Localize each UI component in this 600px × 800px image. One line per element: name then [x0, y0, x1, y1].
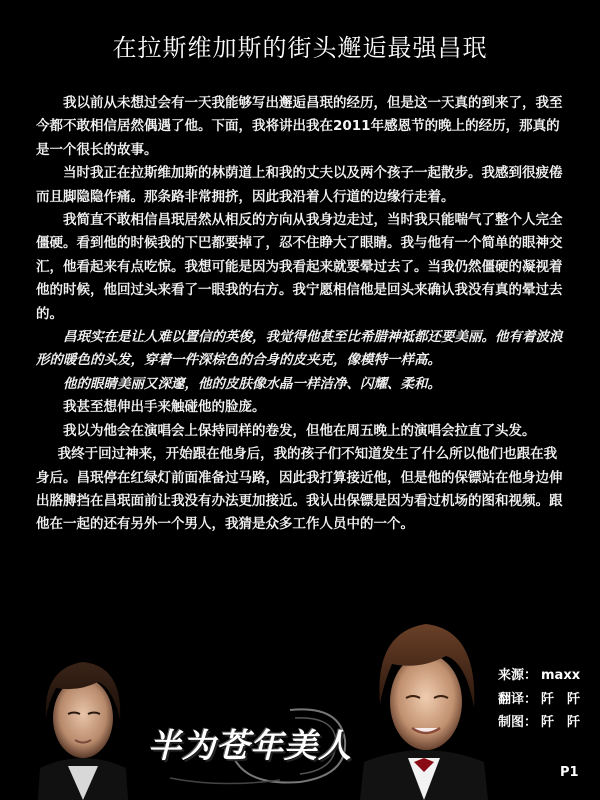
logo [140, 690, 370, 790]
paragraph-2: 当时我正在拉斯维加斯的林荫道上和我的丈夫以及两个孩子一起散步。我感到很疲倦而且脚隐隐作痛。那条路非常拥挤，因此我沿着人行道的边缘行走着。 [36, 165, 563, 205]
portrait-photo-right [356, 612, 492, 800]
portrait-photo-left [28, 648, 138, 800]
credit-translation-label: 翻译： [498, 691, 538, 707]
credit-design-label: 制图： [498, 715, 538, 730]
page-title: 在拉斯维加斯的街头邂逅最强昌珉 [112, 34, 488, 62]
paragraph-5: 他的眼睛美丽又深邃，他的皮肤像水晶一样洁净、闪耀、柔和。 [63, 375, 441, 392]
paragraph-6: 我甚至想伸出手来触碰他的脸庞。 [63, 399, 266, 416]
credit-design-value: 阡 阡 [541, 715, 581, 730]
credit-source-value: maxx [541, 668, 581, 683]
paragraph-3: 我简直不敢相信昌珉居然从相反的方向从我身边走过，当时我只能喘气了整个人完全僵硬。看到他的时候我的下巴都要掉了，忍不住睁大了眼睛。我与他有一个简单的眼神交汇，他看起来有点吃惊。我想可能是因为我看起来就要晕过去了。当我仍然僵硬的凝视着他的时候，他回过头来看了一眼我的右方。我宁愿相信他是回头来确认我没有真的晕过去的。 [36, 212, 563, 322]
article-body [36, 92, 570, 537]
logo-text: 半为苍年美人 [148, 726, 352, 765]
credit-design [498, 711, 580, 735]
paragraph-1: 我以前从未想过会有一天我能够写出邂逅昌珉的经历，但是这一天真的到来了，我至今都不敢相信居然偶遇了他。下面，我将讲出我在2011年感恩节的晚上的经历，那真的是一个很长的故事。 [36, 95, 563, 158]
credit-source [498, 664, 580, 688]
paragraph-4: 昌珉实在是让人难以置信的英俊，我觉得他甚至比希腊神祗都还要美丽。他有着波浪形的暖色的头发，穿着一件深棕色的合身的皮夹克，像模特一样高。 [36, 329, 563, 369]
credits [498, 664, 580, 735]
page-number: P1 [560, 765, 579, 780]
credit-translation [498, 688, 580, 712]
credit-translation-value: 阡 阡 [541, 691, 581, 707]
paragraph-8: 我终于回过神来，开始跟在他身后，我的孩子们不知道发生了什么所以他们也跟在我身后。昌珉停在红绿灯前面准备过马路，因此我打算接近他，但是他的保镖站在他身边伸出胳膊挡在昌珉面前让我没有办法更加接近。我认出保镖是因为看过机场的图和视频。跟他在一起的还有另外一个男人，我猜是众多工作人员中的一个。 [36, 446, 563, 533]
paragraph-7: 我以为他会在演唱会上保持同样的卷发，但他在周五晚上的演唱会拉直了头发。 [63, 422, 536, 439]
credit-source-label: 来源： [498, 668, 538, 683]
